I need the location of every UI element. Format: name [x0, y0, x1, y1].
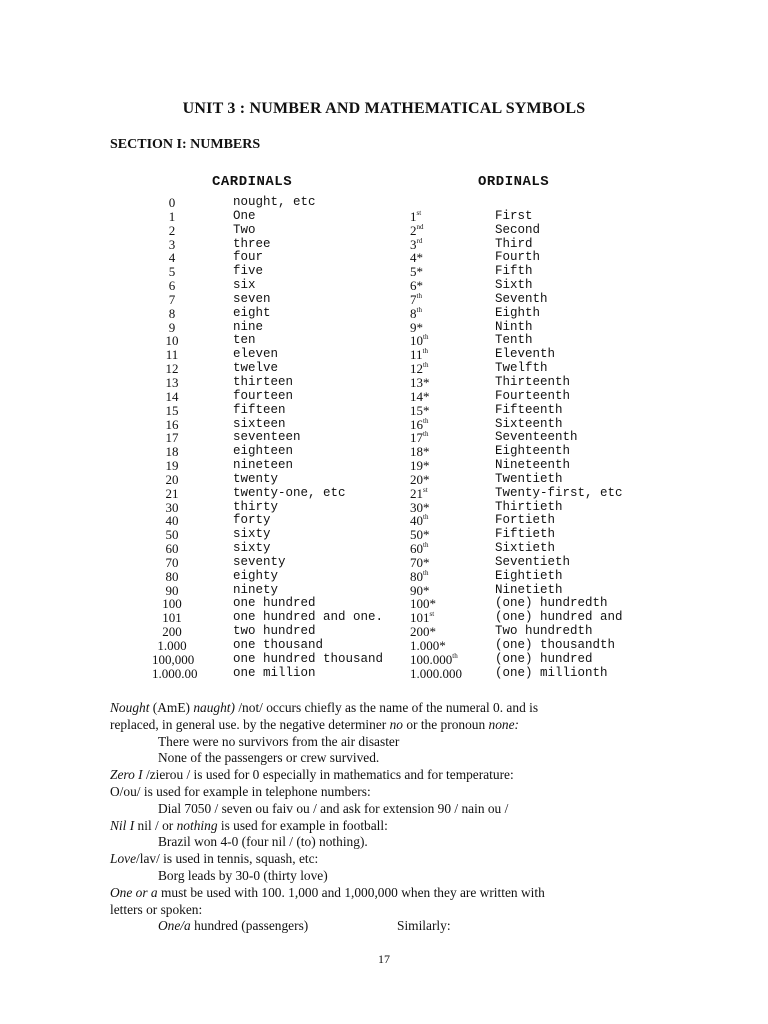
cardinal-word: nought, etc: [233, 195, 316, 209]
ordinal-number: 18*: [410, 444, 430, 460]
zero-paragraph: Zero I /zierou / is used for 0 especially in mathematics and for temperature:: [110, 767, 514, 783]
example-line: Borg leads by 30-0 (thirty love): [158, 867, 328, 883]
cardinal-word: seventeen: [233, 430, 301, 445]
ordinal-number: 13*: [410, 374, 430, 390]
cardinal-word: six: [233, 278, 256, 293]
table-row: [0, 459, 768, 473]
table-row: [0, 196, 768, 210]
cardinal-word: two hundred: [233, 624, 316, 639]
ordinal-suffix: th: [416, 291, 422, 300]
cardinal-word: sixty: [233, 527, 271, 542]
cardinal-number: 18: [165, 444, 179, 460]
cardinal-word: ten: [233, 333, 256, 348]
ordinal-suffix: th: [423, 568, 429, 577]
ordinal-word: Sixteenth: [495, 416, 563, 431]
ordinal-word: Seventeenth: [495, 430, 578, 445]
table-row: [0, 625, 768, 639]
table-row: [0, 348, 768, 362]
table-row: [0, 473, 768, 487]
ou-paragraph: O/ou/ is used for example in telephone numbers:: [110, 783, 371, 799]
ordinal-word: Fourteenth: [495, 388, 571, 403]
nought-paragraph: Nought (AmE) naught) /not/ occurs chiefly as the name of the numeral 0. and is: [110, 700, 539, 715]
example-line: There were no survivors from the air disaster: [158, 733, 400, 749]
table-row: [0, 251, 768, 265]
ordinal-word: Fourth: [495, 250, 541, 265]
ordinal-suffix: th: [452, 651, 458, 660]
ordinal-word: Thirtieth: [495, 499, 563, 514]
ordinal-number: 17th: [410, 430, 429, 446]
ordinal-word: Eleventh: [495, 347, 556, 362]
ordinal-suffix: st: [429, 610, 435, 619]
cardinal-number: 30: [165, 499, 179, 515]
similarly-label: Similarly:: [397, 918, 451, 934]
ordinal-suffix: rd: [416, 236, 423, 245]
ordinal-word: (one) hundred and: [495, 610, 623, 625]
ordinal-word: Second: [495, 222, 541, 237]
ordinal-word: (one) hundred: [495, 651, 593, 666]
table-row: [0, 210, 768, 224]
ordinal-word: Seventieth: [495, 554, 571, 569]
ordinal-word: Eightieth: [495, 568, 563, 583]
ordinal-number: 4*: [410, 250, 423, 266]
ordinal-number: 5*: [410, 264, 423, 280]
cardinal-number: 16: [165, 416, 179, 432]
table-row: [0, 445, 768, 459]
ordinal-suffix: th: [423, 361, 429, 370]
cardinal-number: 100,000: [152, 651, 195, 667]
ordinal-word: Twentieth: [495, 471, 563, 486]
ordinal-number: 101st: [410, 610, 435, 626]
cardinal-number: 1.000.00: [152, 665, 198, 681]
ordinal-number: 100.000th: [410, 651, 458, 667]
cardinal-word: one thousand: [233, 638, 324, 652]
ordinal-number: 40th: [410, 513, 429, 529]
cardinal-number: 2: [168, 222, 176, 238]
cardinal-word: one hundred and one.: [233, 610, 384, 625]
table-row: [0, 653, 768, 667]
cardinal-number: 17: [165, 430, 179, 446]
ordinal-word: Sixtieth: [495, 541, 556, 556]
cardinal-word: eighty: [233, 568, 279, 583]
cardinal-word: nineteen: [233, 458, 294, 473]
cardinal-word: sixty: [233, 541, 271, 556]
cardinal-word: sixteen: [233, 416, 286, 431]
cardinal-number: 1.000: [157, 638, 187, 653]
table-row: [0, 293, 768, 307]
ordinal-suffix: th: [423, 416, 429, 425]
ordinal-suffix: th: [422, 347, 428, 356]
cardinal-word: twenty-one, etc: [233, 485, 346, 500]
cardinal-number: 5: [168, 264, 176, 280]
table-row: [0, 431, 768, 445]
cardinal-number: 14: [165, 388, 179, 404]
ordinal-word: Twenty-first, etc: [495, 485, 623, 500]
ordinal-number: 1st: [410, 208, 422, 224]
cardinal-word: seventy: [233, 554, 286, 569]
cardinal-number: 1: [168, 208, 176, 224]
ordinal-suffix: nd: [416, 222, 424, 231]
table-row: [0, 667, 768, 681]
table-row: [0, 570, 768, 584]
cardinal-number: 70: [165, 554, 179, 570]
cardinal-number: 10: [165, 333, 179, 349]
cardinal-number: 6: [168, 278, 176, 294]
cardinal-word: one hundred thousand: [233, 651, 384, 666]
cardinal-number: 90: [165, 582, 179, 598]
ordinal-word: Fortieth: [495, 513, 556, 528]
table-row: [0, 224, 768, 238]
ordinal-word: (one) millionth: [495, 665, 608, 680]
table-row: [0, 501, 768, 515]
ordinal-number: 21st: [410, 485, 428, 501]
ordinal-number: 6*: [410, 278, 423, 294]
ordinal-number: 60th: [410, 541, 429, 557]
ordinal-word: Two hundredth: [495, 624, 593, 639]
ordinal-number: 80th: [410, 568, 429, 584]
ordinal-number: 200*: [410, 624, 436, 640]
ordinal-word: Ninetieth: [495, 582, 563, 597]
term-nought: Nought: [110, 700, 150, 715]
ordinals-header: ORDINALS: [478, 174, 550, 190]
cardinal-word: one million: [233, 665, 316, 680]
cardinal-word: fourteen: [233, 388, 294, 403]
table-row: [0, 487, 768, 501]
table-row: [0, 376, 768, 390]
ordinal-suffix: th: [416, 305, 422, 314]
table-row: [0, 514, 768, 528]
table-row: [0, 556, 768, 570]
ordinal-word: Twelfth: [495, 361, 548, 376]
table-row: [0, 279, 768, 293]
cardinal-word: eighteen: [233, 444, 294, 459]
table-row: [0, 362, 768, 376]
table-row: [0, 528, 768, 542]
ordinal-suffix: th: [423, 513, 429, 522]
ordinal-number: 19*: [410, 458, 430, 474]
ordinal-number: 9*: [410, 319, 423, 335]
cardinal-number: 8: [168, 305, 176, 321]
numbers-table: [0, 196, 768, 681]
ordinal-word: Thirteenth: [495, 374, 571, 389]
cardinal-number: 20: [165, 471, 179, 487]
example-line: One/a hundred (passengers) Similarly:: [158, 918, 451, 934]
cardinal-word: Two: [233, 222, 256, 237]
cardinal-word: fifteen: [233, 402, 286, 417]
cardinal-number: 40: [165, 513, 179, 529]
cardinal-number: 12: [165, 361, 179, 377]
table-row: [0, 584, 768, 598]
ordinal-number: 30*: [410, 499, 430, 515]
cardinal-number: 50: [165, 527, 179, 543]
ordinal-number: 1.000.000: [410, 665, 462, 681]
cardinal-word: twenty: [233, 471, 279, 486]
table-row: [0, 307, 768, 321]
cardinal-word: three: [233, 236, 271, 251]
table-row: [0, 238, 768, 252]
cardinal-word: five: [233, 264, 264, 279]
example-line: Brazil won 4-0 (four nil / (to) nothing).: [158, 834, 368, 850]
cardinal-word: seven: [233, 291, 271, 306]
ordinal-number: 12th: [410, 361, 429, 377]
table-row: [0, 334, 768, 348]
ordinal-word: (one) thousandth: [495, 638, 616, 652]
section-heading: SECTION I: NUMBERS: [110, 137, 261, 152]
table-row: [0, 597, 768, 611]
ordinal-word: Tenth: [495, 333, 533, 348]
cardinal-word: eight: [233, 305, 271, 320]
ordinal-number: 50*: [410, 527, 430, 543]
cardinal-word: thirteen: [233, 374, 294, 389]
love-paragraph: Love/lav/ is used in tennis, squash, etc:: [110, 851, 319, 867]
ordinal-word: First: [495, 208, 533, 223]
table-row: [0, 404, 768, 418]
cardinal-number: 21: [165, 485, 179, 501]
cardinal-number: 4: [168, 250, 176, 266]
table-row: [0, 418, 768, 432]
cardinal-number: 15: [165, 402, 179, 418]
ordinal-number: 11th: [410, 347, 428, 363]
cardinal-word: nine: [233, 319, 264, 334]
ordinal-word: Ninth: [495, 319, 533, 334]
cardinal-word: forty: [233, 513, 271, 528]
ordinal-number: 2nd: [410, 222, 424, 238]
ordinal-word: Fifteenth: [495, 402, 563, 417]
ordinal-suffix: st: [416, 208, 422, 217]
ordinal-word: Sixth: [495, 278, 533, 293]
ordinal-number: 16th: [410, 416, 429, 432]
cardinals-header: CARDINALS: [212, 174, 293, 190]
ordinal-suffix: th: [423, 333, 429, 342]
table-row: [0, 611, 768, 625]
table-row: [0, 639, 768, 653]
cardinal-number: 9: [168, 319, 176, 335]
ordinal-word: Nineteenth: [495, 458, 571, 473]
ordinal-number: 70*: [410, 554, 430, 570]
cardinal-word: thirty: [233, 499, 279, 514]
cardinal-number: 200: [162, 624, 182, 640]
ordinal-word: Third: [495, 236, 533, 251]
ordinal-number: 100*: [410, 596, 436, 612]
ordinal-number: 3rd: [410, 236, 423, 252]
ordinal-number: 15*: [410, 402, 430, 418]
ordinal-number: 8th: [410, 305, 422, 321]
cardinal-word: twelve: [233, 361, 279, 376]
page-number: 17: [378, 952, 390, 966]
cardinal-number: 0: [168, 195, 176, 210]
example-line: None of the passengers or crew survived.: [158, 750, 380, 766]
ordinal-number: 14*: [410, 388, 430, 404]
table-row: [0, 265, 768, 279]
cardinal-number: 80: [165, 568, 179, 584]
ordinal-number: 90*: [410, 582, 430, 598]
cardinal-word: four: [233, 250, 264, 265]
notes-body: Nought (AmE) naught) /not/ occurs chiefly as the name of the numeral 0. and is replaced, in general use. by the negative determiner no or the pronoun none: There were no survivors from the air disaster None of the passengers or crew survived. Zero I /zierou / is used for 0 especially in mathematics and for temperature: O/ou/ is used for example in telephone numbers: Dial 7050 / seven ou faiv ou / and ask for extension 90 / nain ou / Nil I nil / or nothing is used for example in football: Brazil won 4-0 (four nil / (to) nothing). Love/lav/ is used in tennis, squash, etc: Borg leads by 30-0 (thirty love) One or a must be used with 100. 1,000 and 1,000,000 when they are written with letters or spoken: One/a hundred (passengers) Similarly:: [110, 700, 655, 935]
cardinal-number: 19: [165, 458, 179, 474]
cardinal-number: 13: [165, 374, 179, 390]
example-line: Dial 7050 / seven ou faiv ou / and ask for extension 90 / nain ou /: [158, 800, 509, 816]
ordinal-word: Eighth: [495, 305, 541, 320]
cardinal-number: 3: [168, 236, 176, 252]
ordinal-word: Fifth: [495, 264, 533, 279]
ordinal-word: (one) hundredth: [495, 596, 608, 611]
ordinal-word: Seventh: [495, 291, 548, 306]
cardinal-number: 101: [162, 610, 182, 626]
ordinal-suffix: th: [423, 541, 429, 550]
page-title: UNIT 3 : NUMBER AND MATHEMATICAL SYMBOLS: [182, 100, 586, 117]
ordinal-number: 20*: [410, 471, 430, 487]
one-paragraph: One or a must be used with 100. 1,000 and 1,000,000 when they are written with: [110, 884, 545, 900]
table-row: [0, 321, 768, 335]
cardinal-word: eleven: [233, 347, 279, 362]
cardinal-number: 100: [162, 596, 182, 612]
cardinal-number: 7: [168, 291, 176, 307]
cardinal-word: One: [233, 208, 256, 223]
ordinal-suffix: th: [423, 430, 429, 439]
cardinal-number: 60: [165, 541, 179, 557]
ordinal-suffix: st: [423, 485, 428, 494]
ordinal-word: Fiftieth: [495, 527, 556, 542]
cardinal-number: 11: [165, 347, 179, 363]
nil-paragraph: Nil I nil / or nothing is used for example in football:: [110, 817, 388, 833]
table-row: [0, 542, 768, 556]
ordinal-number: 7th: [410, 291, 422, 307]
ordinal-number: 1.000*: [410, 638, 446, 653]
cardinal-word: ninety: [233, 582, 279, 597]
cardinal-word: one hundred: [233, 596, 316, 611]
ordinal-number: 10th: [410, 333, 429, 349]
table-row: [0, 390, 768, 404]
ordinal-word: Eighteenth: [495, 444, 571, 459]
